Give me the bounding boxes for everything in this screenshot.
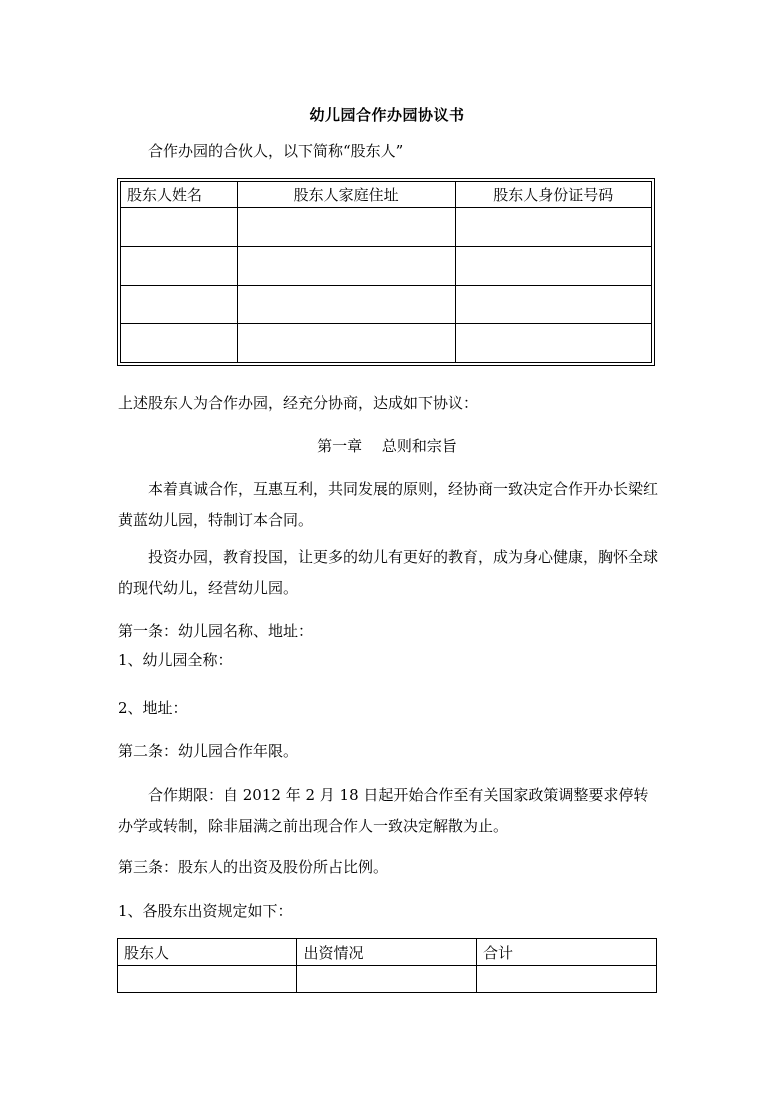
table-cell bbox=[121, 208, 238, 247]
article2-heading: 第二条：幼儿园合作年限。 bbox=[118, 742, 299, 760]
article1-heading: 第一条：幼儿园名称、地址： bbox=[118, 622, 314, 640]
table-cell bbox=[455, 285, 651, 324]
table-cell bbox=[237, 246, 455, 285]
header-cell-address: 股东人家庭住址 bbox=[237, 182, 455, 208]
table-cell bbox=[455, 246, 651, 285]
chapter-paragraph-2: 投资办园，教育投国，让更多的幼儿有更好的教育，成为身心健康，胸怀全球的现代幼儿，经营幼儿园。 bbox=[118, 548, 659, 597]
document-title: 幼儿园合作办园协议书 bbox=[309, 106, 465, 124]
chapter-paragraph-1: 本着真诚合作，互惠互利，共同发展的原则，经协商一致决定合作开办长梁红黄蓝幼儿园，特制订本合同。 bbox=[118, 480, 659, 529]
article3-heading: 第三条：股东人的出资及股份所占比例。 bbox=[118, 858, 389, 876]
header-cell-name: 股东人姓名 bbox=[121, 182, 238, 208]
header-cell-total: 合计 bbox=[476, 939, 656, 966]
table-cell bbox=[476, 966, 656, 993]
header-cell-id: 股东人身份证号码 bbox=[455, 182, 651, 208]
table-cell bbox=[455, 208, 651, 247]
header-cell-contribution: 出资情况 bbox=[297, 939, 476, 966]
table-cell bbox=[237, 208, 455, 247]
shareholder-table bbox=[117, 178, 655, 366]
table-row bbox=[121, 324, 652, 363]
table-header-row bbox=[121, 182, 652, 208]
table-cell bbox=[455, 324, 651, 363]
intro-text: 合作办园的合伙人，以下简称“股东人” bbox=[148, 142, 404, 160]
table-cell bbox=[237, 285, 455, 324]
table-cell bbox=[121, 324, 238, 363]
article1-item-1: 1、幼儿园全称： bbox=[118, 651, 233, 669]
header-cell-shareholder: 股东人 bbox=[118, 939, 297, 966]
table-cell bbox=[237, 324, 455, 363]
table-cell bbox=[121, 246, 238, 285]
table-cell bbox=[297, 966, 476, 993]
table-cell bbox=[118, 966, 297, 993]
table-header-row bbox=[118, 939, 657, 966]
table-row bbox=[121, 246, 652, 285]
chapter-heading: 第一章 总则和宗旨 bbox=[317, 437, 457, 455]
article3-item-1: 1、各股东出资规定如下： bbox=[118, 902, 293, 920]
agreement-lead-text: 上述股东人为合作办园，经充分协商，达成如下协议： bbox=[118, 394, 479, 412]
article1-item-2: 2、地址： bbox=[118, 699, 188, 717]
contribution-table bbox=[117, 938, 657, 993]
table-row bbox=[121, 208, 652, 247]
table-row bbox=[121, 285, 652, 324]
table-cell bbox=[121, 285, 238, 324]
article2-paragraph: 合作期限：自 2012 年 2 月 18 日起开始合作至有关国家政策调整要求停转办学或转制，除非届满之前出现合作人一致决定解散为止。 bbox=[118, 786, 649, 835]
table-row bbox=[118, 966, 657, 993]
